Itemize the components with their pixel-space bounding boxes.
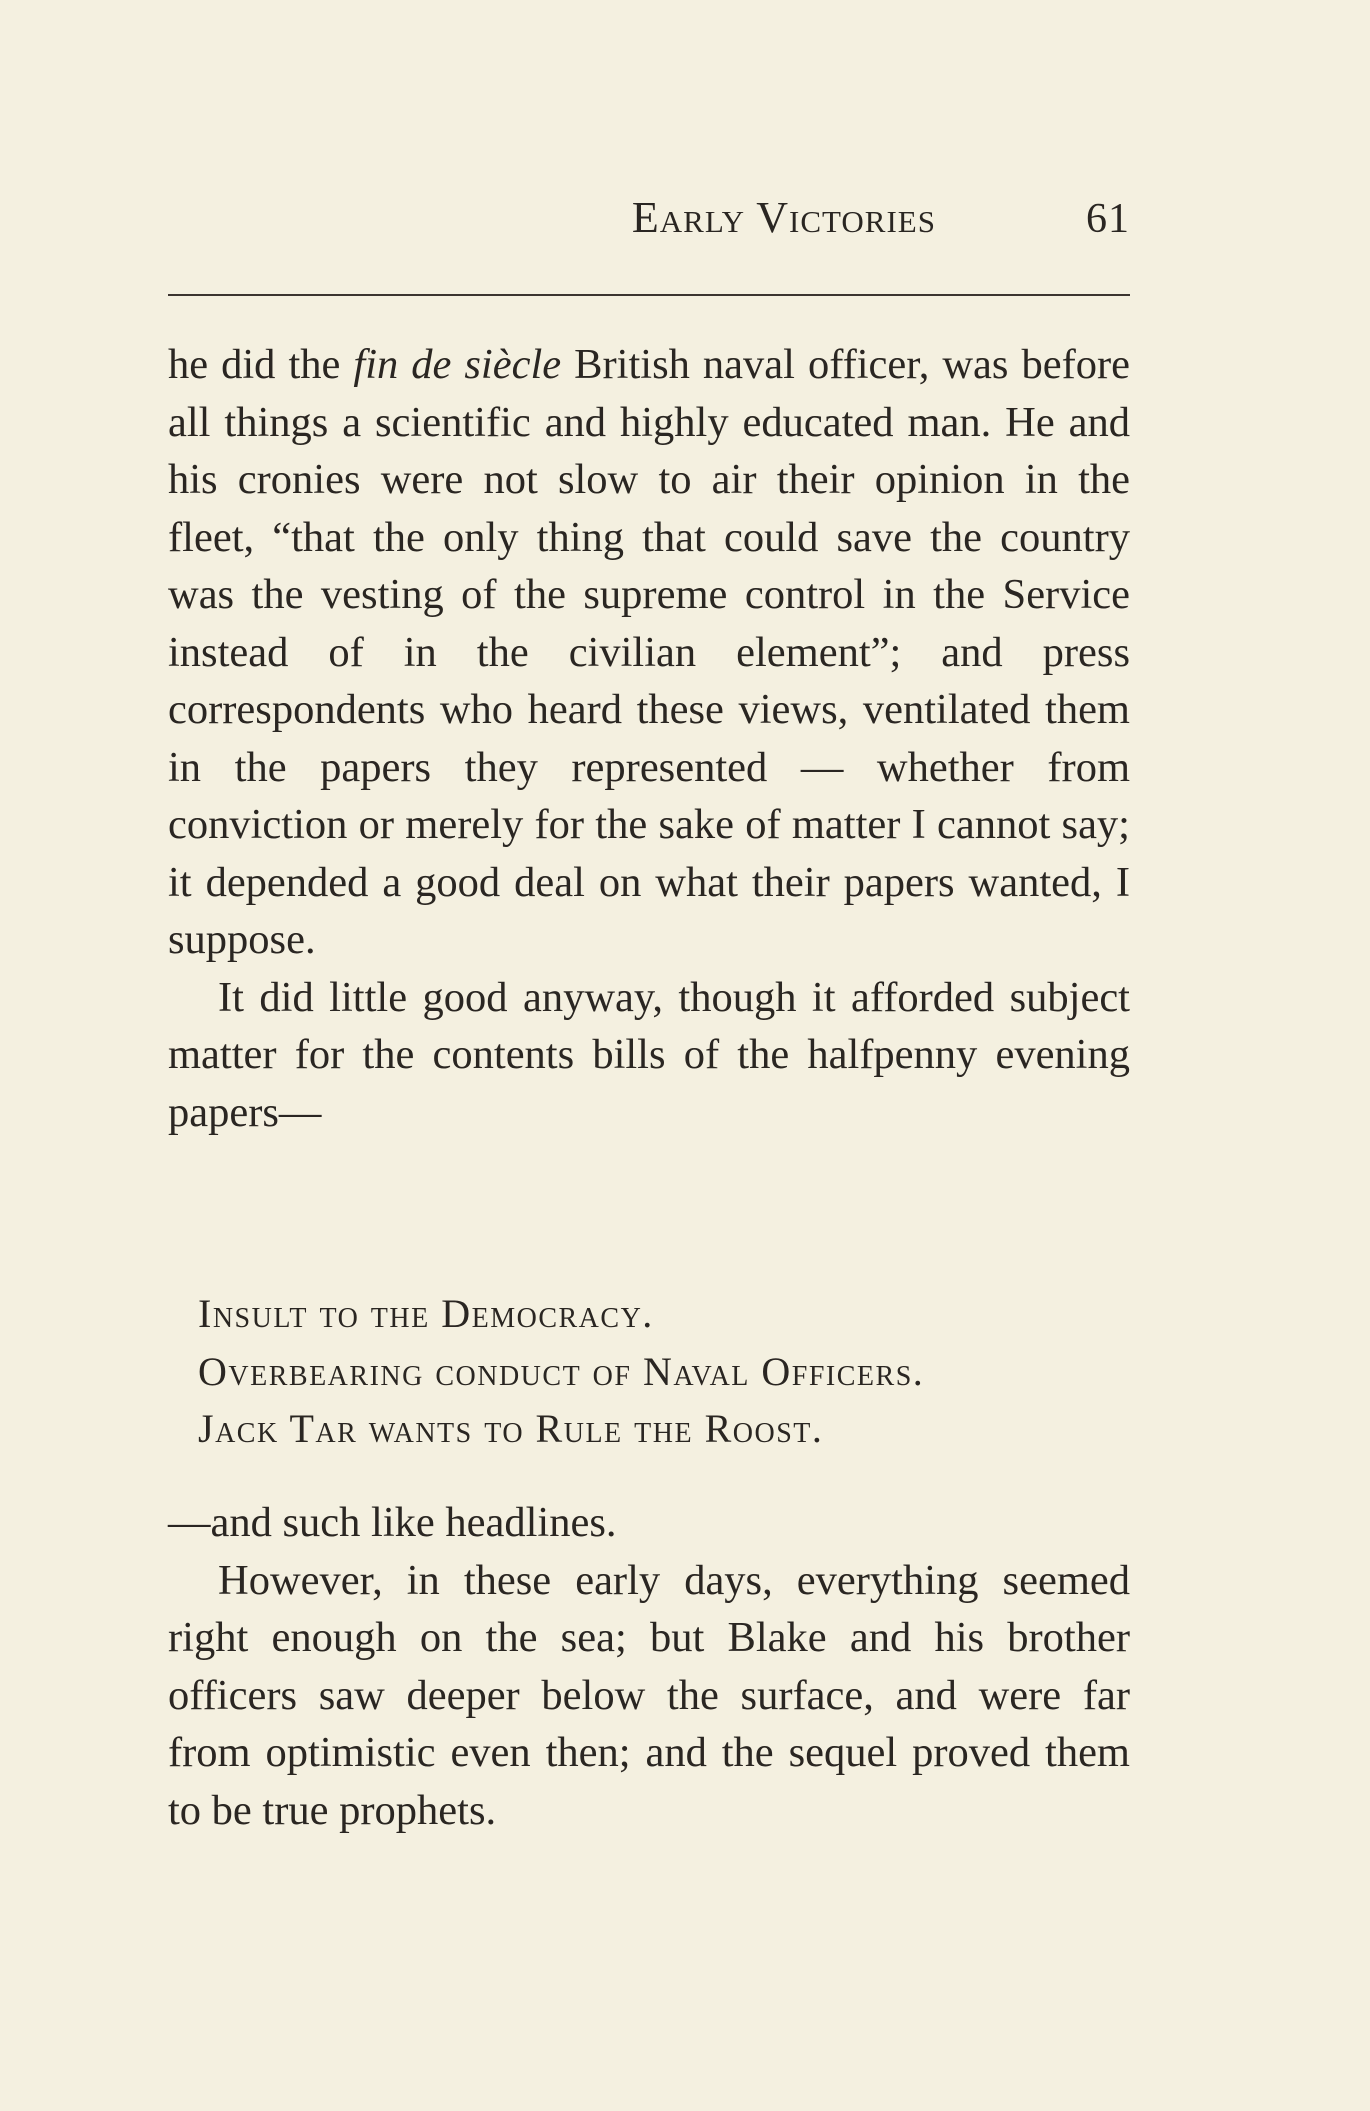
closing-text	[168, 1494, 1130, 1839]
body-text	[168, 336, 1130, 1141]
paragraph: It did little good anyway, though it afforded subject matter for the contents bills of the halfpenny evening papers—	[168, 973, 1130, 1136]
headline: Overbearing conduct of Naval Officers.	[198, 1348, 925, 1394]
headline-list	[198, 1285, 1138, 1458]
headline: Jack Tar wants to Rule the Roost.	[198, 1406, 824, 1451]
page-number: 61	[1086, 196, 1130, 242]
paragraph: —and such like headlines.	[168, 1499, 617, 1546]
paragraph	[168, 336, 1130, 969]
paragraph-text: British naval officer, was before all things a scientific and highly educated man. He and his cronies were not slow to air their opinion in the fleet, “that the only thing that could save the country was the vesting of the supreme control in the Service instead of in the civilian element”; and press correspondents who heard these views, ventilated them in the papers they represented — whether from conviction or merely for the sake of matter I cannot say; it depended a good deal on what their papers wanted, I suppose.	[168, 341, 1131, 963]
headline: Insult to the Democracy.	[198, 1291, 654, 1336]
running-head	[170, 192, 1130, 252]
paragraph: However, in these early days, everything seemed right enough on the sea; but Blake and his brother officers saw deeper below the surface, and were far from optimistic even then; and the sequel proved them to be true prophets.	[168, 1556, 1130, 1834]
italic-phrase: fin de siècle	[353, 341, 562, 388]
running-title: Early Victories	[631, 193, 936, 242]
paragraph-text: he did the	[168, 341, 354, 388]
header-rule	[168, 294, 1130, 296]
